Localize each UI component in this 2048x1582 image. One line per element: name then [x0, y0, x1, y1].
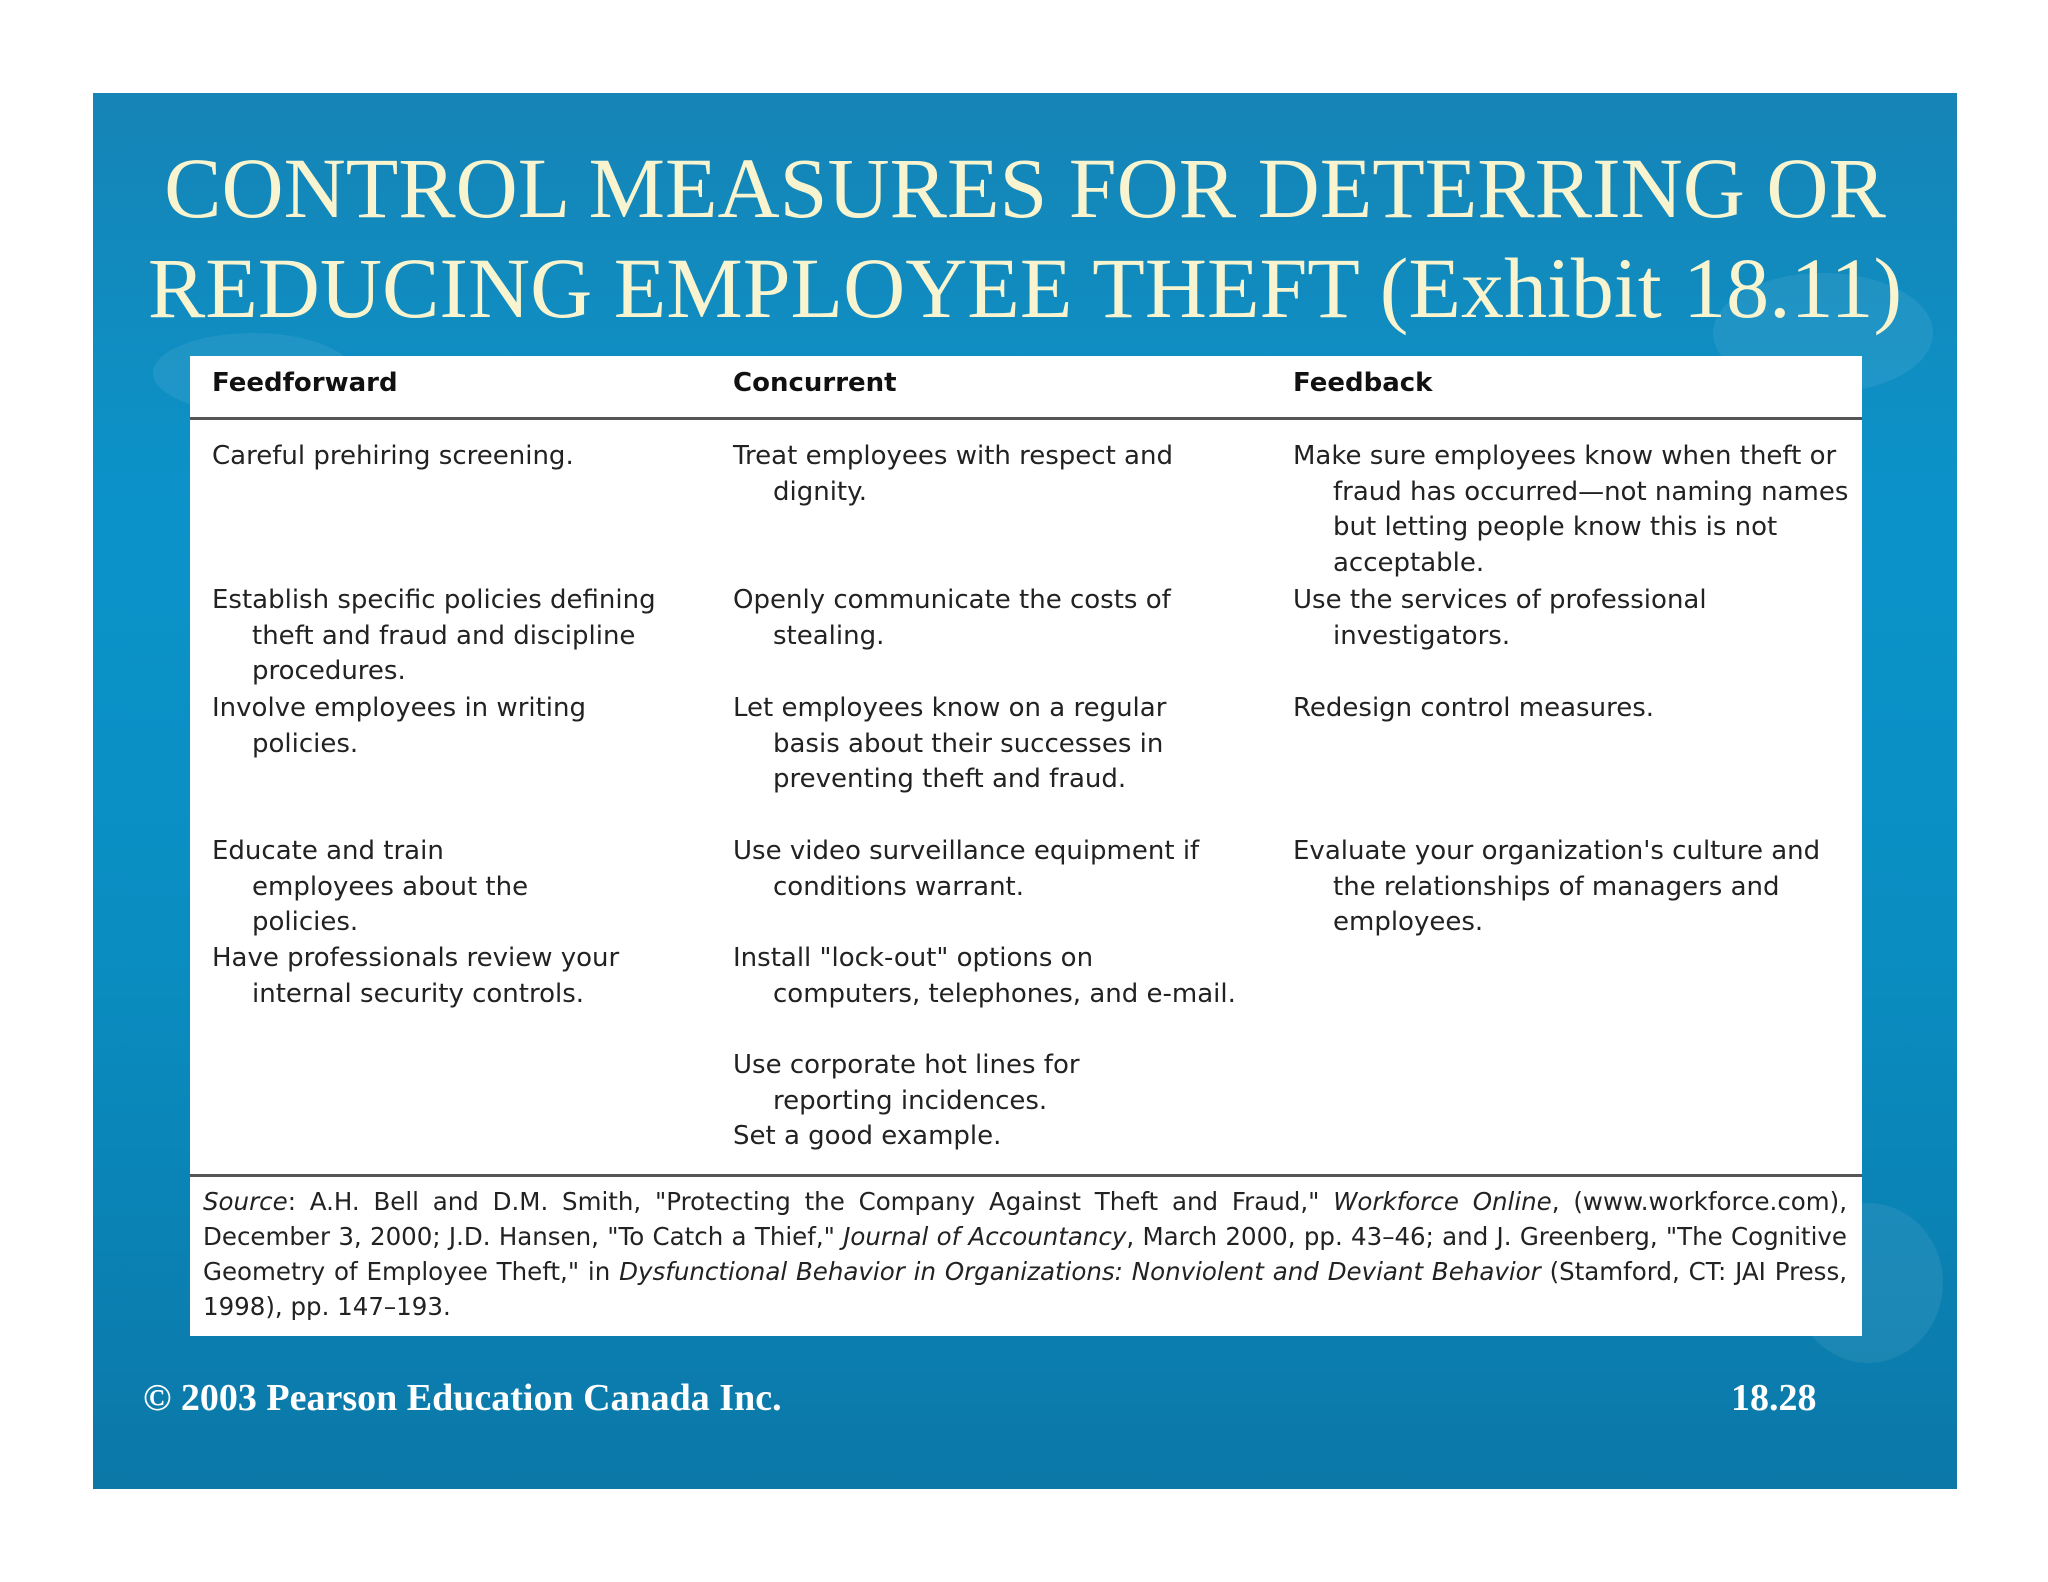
- concurrent-item: Let employees know on a regular basis about their successes in preventing theft and fraud.: [733, 693, 1167, 794]
- source-publication: Workforce Online: [1333, 1187, 1552, 1216]
- concurrent-item: Install "lock-out" options on computers, telephones, and e-mail.: [733, 943, 1236, 1009]
- feedforward-item: Involve employees in writing policies.: [212, 693, 587, 759]
- feedforward-item: Have professionals review your internal security controls.: [212, 943, 620, 1009]
- feedforward-item: Establish specific policies defining theft and fraud and discipline procedures.: [212, 585, 656, 686]
- source-divider: [190, 1174, 1862, 1177]
- concurrent-item: Openly communicate the costs of stealing.: [733, 585, 1171, 651]
- column-header-concurrent: Concurrent: [733, 368, 897, 398]
- title-line-1: CONTROL MEASURES FOR DETERRING OR: [164, 140, 1886, 236]
- source-text: : A.H. Bell and D.M. Smith, "Protecting the Company Against Theft and Fraud,": [287, 1187, 1334, 1216]
- feedback-item: Use the services of professional investigators.: [1293, 585, 1707, 651]
- exhibit-table: [190, 356, 1862, 1336]
- column-header-feedforward: Feedforward: [212, 368, 398, 398]
- concurrent-item: Set a good example.: [733, 1121, 1002, 1151]
- header-divider: [190, 417, 1862, 420]
- feedback-item: Make sure employees know when theft or fraud has occurred—not naming names but letting people know this is not acceptable.: [1293, 441, 1849, 578]
- source-citation: [203, 1184, 1847, 1324]
- copyright-notice: © 2003 Pearson Education Canada Inc.: [143, 1377, 782, 1419]
- concurrent-item: Use video surveillance equipment if conditions warrant.: [733, 836, 1200, 902]
- title-line-2: REDUCING EMPLOYEE THEFT (Exhibit 18.11): [147, 240, 1903, 336]
- concurrent-item: Use corporate hot lines for reporting incidences.: [733, 1050, 1080, 1116]
- source-label: Source: [203, 1187, 288, 1216]
- slide-number: 18.28: [1731, 1377, 1817, 1419]
- source-text: (Stamford, CT: JAI Press, 1998), pp. 147–193.: [203, 1257, 1847, 1321]
- concurrent-item: Treat employees with respect and dignity.: [733, 441, 1173, 507]
- source-text: , March 2000, pp. 43–46; and J. Greenberg, "The Cognitive Geometry of Employee Theft," in: [203, 1222, 1847, 1286]
- slide: [93, 93, 1957, 1489]
- source-publication: Journal of Accountancy: [843, 1222, 1127, 1251]
- feedback-item: Evaluate your organization's culture and the relationships of managers and employees.: [1293, 836, 1821, 937]
- feedforward-item: Careful prehiring screening.: [212, 441, 574, 471]
- source-publication: Dysfunctional Behavior in Organizations: Nonviolent and Deviant Behavior: [619, 1257, 1541, 1286]
- source-text: , (www.workforce.com), December 3, 2000; J.D. Hansen, "To Catch a Thief,": [203, 1187, 1847, 1251]
- feedforward-item: Educate and train employees about the policies.: [212, 836, 529, 937]
- column-header-feedback: Feedback: [1293, 368, 1433, 398]
- feedback-item: Redesign control measures.: [1293, 693, 1655, 723]
- table-header-row: [190, 356, 1862, 418]
- slide-title: [93, 138, 1957, 338]
